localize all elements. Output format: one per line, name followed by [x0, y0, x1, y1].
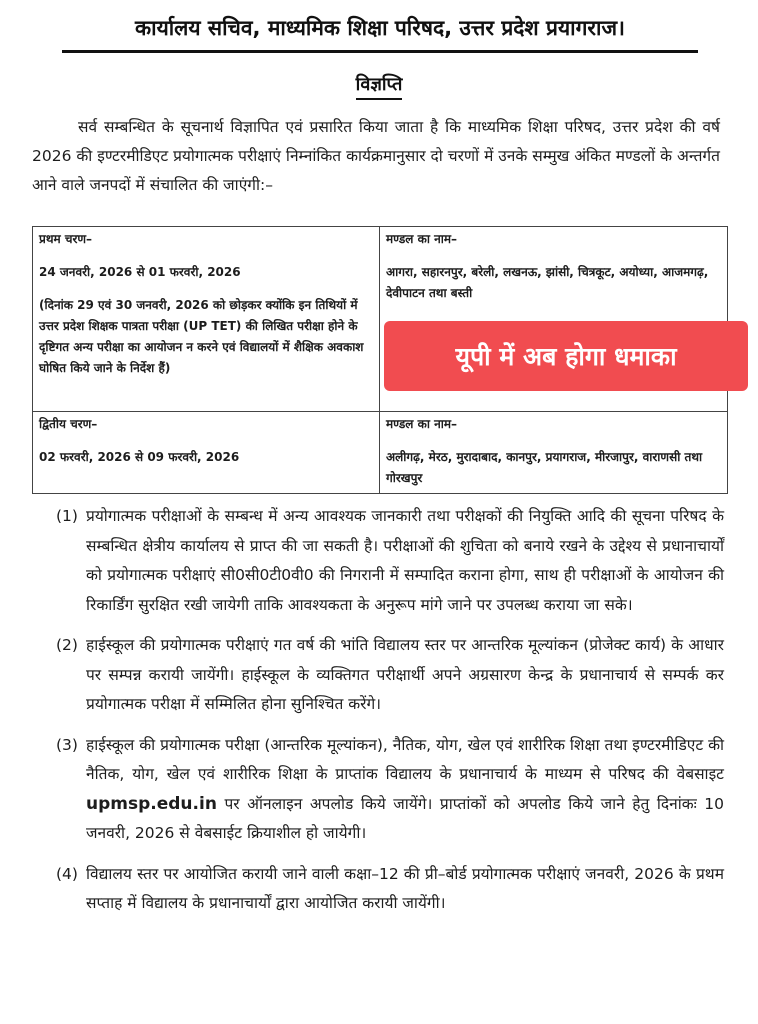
item-text: पर ऑनलाइन अपलोड किये जायेंगे। प्राप्तांकों को अपलोड किये जाने हेतु दिनांकः 10 जनवरी, 2026 से वेबसाईट क्रियाशील हो जायेगी।	[86, 794, 724, 842]
division-label: मण्डल का नाम–	[386, 417, 458, 431]
phase-cell	[33, 412, 380, 494]
promo-banner: यूपी में अब होगा धमाका	[384, 321, 748, 391]
item-text: प्रयोगात्मक परीक्षाओं के सम्बन्ध में अन्य आवश्यक जानकारी तथा परीक्षकों की नियुक्ति आदि की सूचना परिषद के सम्बन्धित क्षेत्रीय कार्यालय से प्राप्त की जा सकती है। परीक्षाओं की शुचिता को बनाये रखने के उद्देश्य से प्रधानाचार्यों को प्रयोगात्मक परीक्षाएं सी0सी0टी0वी0 की निगरानी में सम्पादित कराना होगा, साथ ही परीक्षाओं के आयोजन की रिकार्डिंग सुरक्षित रखी जायेगी ताकि आवश्यकता के अनुरूप मांगे जाने पर उपलब्ध कराया जा सके।	[86, 507, 724, 614]
notice-title	[0, 72, 758, 96]
table-row	[33, 412, 728, 494]
list-item	[56, 502, 724, 620]
intro-paragraph: सर्व सम्बन्धित के सूचनार्थ विज्ञापित एवं प्रसारित किया जाता है कि माध्यमिक शिक्षा परिषद, उत्तर प्रदेश की वर्ष 2026 की इण्टरमीडिएट प्रयोगात्मक परीक्षाएं निम्नांकित कार्यक्रमानुसार दो चरणों में उनके सम्मुख अंकित मण्डलों के अन्तर्गत आने वाले जनपदों में संचालित की जाएंगी:–	[32, 118, 720, 194]
division-list: आगरा, सहारनपुर, बरेली, लखनऊ, झांसी, चित्रकूट, अयोध्या, आजमगढ़, देवीपाटन तथा बस्ती	[386, 265, 709, 300]
item-text: हाईस्कूल की प्रयोगात्मक परीक्षा (आन्तरिक मूल्यांकन), नैतिक, योग, खेल एवं शारीरिक शिक्षा तथा इण्टरमीडिएट की नैतिक, योग, खेल एवं शारीरिक शिक्षा के प्राप्तांक विद्यालय के प्रधानाचार्य के माध्यम से परिषद की वेबसाइट	[86, 735, 724, 783]
header-underline	[62, 50, 698, 53]
phase-dates: 24 जनवरी, 2026 से 01 फरवरी, 2026	[39, 265, 241, 279]
phase-label: द्वितीय चरण–	[39, 417, 98, 431]
phase-label: प्रथम चरण–	[39, 232, 93, 246]
item-number: (4)	[56, 864, 78, 883]
item-number: (2)	[56, 636, 78, 654]
list-item	[56, 731, 724, 849]
phase-dates: 02 फरवरी, 2026 से 09 फरवरी, 2026	[39, 450, 240, 464]
phase-note: (दिनांक 29 एवं 30 जनवरी, 2026 को छोड़कर क्योंकि इन तिथियों में उत्तर प्रदेश शिक्षक पात्रता परीक्षा (UP TET) की लिखित परीक्षा होने के दृष्टिगत अन्य परीक्षा का आयोजन न करने एवं विद्यालयों में शैक्षिक अवकाश घोषित किये जाने के निर्देश हैं)	[39, 298, 364, 375]
item-number: (3)	[56, 735, 78, 754]
list-item	[56, 631, 724, 720]
item-text: विद्यालय स्तर पर आयोजित करायी जाने वाली कक्षा–12 की प्री–बोर्ड प्रयोगात्मक परीक्षाएं जनवरी, 2026 के प्रथम सप्ताह में विद्यालय के प्रधानाचार्यों द्वारा आयोजित करायी जायेंगी।	[86, 864, 724, 912]
office-header: कार्यालय सचिव, माध्यमिक शिक्षा परिषद, उत्तर प्रदेश प्रयागराज।	[135, 16, 625, 40]
division-label: मण्डल का नाम–	[386, 232, 458, 246]
item-number: (1)	[56, 507, 78, 525]
instructions-list	[56, 502, 724, 930]
phase-cell	[33, 227, 380, 412]
division-list: अलीगढ़, मेरठ, मुरादाबाद, कानपुर, प्रयागराज, मीरजापुर, वाराणसी तथा गोरखपुर	[386, 450, 703, 485]
item-text: हाईस्कूल की प्रयोगात्मक परीक्षाएं गत वर्ष की भांति विद्यालय स्तर पर आन्तरिक मूल्यांकन (प्रोजेक्ट कार्य) के आधार पर सम्पन्न करायी जायेंगी। हाईस्कूल के व्यक्तिगत परीक्षार्थी अपने अग्रसारण केन्द्र के प्रधानाचार्य से सम्पर्क कर प्रयोगात्मक परीक्षा में सम्मिलित होना सुनिश्चित करेंगे।	[86, 636, 724, 713]
list-item	[56, 860, 724, 919]
website-link[interactable]: upmsp.edu.in	[86, 793, 217, 814]
notice-title-text: विज्ञप्ति	[356, 74, 403, 100]
division-cell	[380, 412, 728, 494]
